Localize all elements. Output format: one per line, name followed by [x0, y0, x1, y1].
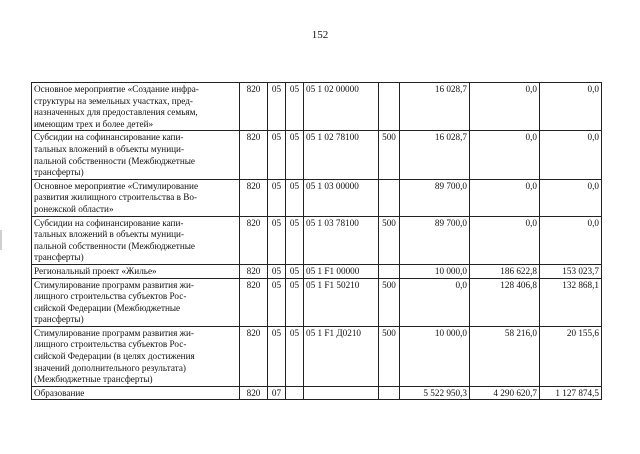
target-item-cell: 05 1 03 78100 — [304, 216, 379, 264]
expense-type-cell: 500 — [379, 326, 400, 386]
item-name-line: структуры на земельных участках, пред- — [34, 95, 193, 106]
item-name-line: ронежской области» — [34, 203, 114, 214]
item-name-line: тальных вложений в объекты муници- — [34, 143, 185, 154]
item-name-cell — [32, 131, 240, 179]
expense-type-cell: 500 — [379, 216, 400, 264]
subsection-cell: 05 — [286, 264, 304, 278]
sum-year-3-cell: 153 023,7 — [540, 264, 602, 278]
section-cell: 05 — [268, 179, 286, 216]
expense-type-cell — [379, 83, 400, 131]
grbs-cell: 820 — [240, 264, 268, 278]
section-cell: 07 — [268, 386, 286, 400]
grbs-cell: 820 — [240, 386, 268, 400]
target-item-cell: 05 1 F1 50210 — [304, 278, 379, 326]
sum-year-1-cell: 0,0 — [400, 278, 470, 326]
item-name-line: развития жилищного строительства в Во- — [34, 192, 198, 203]
subsection-cell: 05 — [286, 278, 304, 326]
item-name-line: значений дополнительного результата) — [34, 362, 186, 373]
grbs-cell: 820 — [240, 278, 268, 326]
sum-year-3-cell: 20 155,6 — [540, 326, 602, 386]
item-name-cell — [32, 216, 240, 264]
item-name-line: Стимулирование программ развития жи- — [34, 279, 194, 290]
table-row — [32, 216, 602, 264]
expense-type-cell: 500 — [379, 278, 400, 326]
item-name-cell — [32, 83, 240, 131]
section-cell: 05 — [268, 278, 286, 326]
target-item-cell: 05 1 02 78100 — [304, 131, 379, 179]
item-name-line: имеющим трех и более детей» — [34, 118, 154, 129]
section-cell: 05 — [268, 264, 286, 278]
item-name-line: Стимулирование программ развития жи- — [34, 327, 194, 338]
sum-year-2-cell: 0,0 — [470, 83, 540, 131]
item-name-line: трансферты) — [34, 167, 84, 178]
subsection-cell: 05 — [286, 131, 304, 179]
subsection-cell: 05 — [286, 326, 304, 386]
table-row — [32, 179, 602, 216]
sum-year-3-cell: 1 127 874,5 — [540, 386, 602, 400]
grbs-cell: 820 — [240, 326, 268, 386]
item-name-line: пальной собственности (Межбюджетные — [34, 155, 195, 166]
sum-year-3-cell: 0,0 — [540, 83, 602, 131]
table-row — [32, 264, 602, 278]
item-name-line: Региональный проект «Жилье» — [34, 265, 157, 276]
item-name-line: Субсидии на софинансирование капи- — [34, 132, 184, 143]
item-name-line: трансферты) — [34, 314, 84, 325]
expense-type-cell — [379, 264, 400, 278]
sum-year-3-cell: 0,0 — [540, 179, 602, 216]
subsection-cell: 05 — [286, 216, 304, 264]
item-name-line: Субсидии на софинансирование капи- — [34, 217, 184, 228]
grbs-cell: 820 — [240, 131, 268, 179]
item-name-line: трансферты) — [34, 252, 84, 263]
sum-year-2-cell: 0,0 — [470, 216, 540, 264]
section-cell: 05 — [268, 83, 286, 131]
expense-type-cell — [379, 386, 400, 400]
subsection-cell: 05 — [286, 179, 304, 216]
target-item-cell — [304, 386, 379, 400]
sum-year-1-cell: 10 000,0 — [400, 326, 470, 386]
item-name-cell — [32, 278, 240, 326]
sum-year-1-cell: 10 000,0 — [400, 264, 470, 278]
budget-table-body — [32, 83, 602, 400]
grbs-cell: 820 — [240, 216, 268, 264]
page-number: 152 — [311, 29, 329, 41]
sum-year-1-cell: 89 700,0 — [400, 216, 470, 264]
table-row — [32, 131, 602, 179]
item-name-line: Основное мероприятие «Стимулирование — [34, 180, 199, 191]
sum-year-3-cell: 132 868,1 — [540, 278, 602, 326]
grbs-cell: 820 — [240, 83, 268, 131]
item-name-cell — [32, 179, 240, 216]
sum-year-2-cell: 0,0 — [470, 131, 540, 179]
item-name-line: Образование — [34, 387, 85, 398]
target-item-cell: 05 1 F1 00000 — [304, 264, 379, 278]
item-name-cell — [32, 264, 240, 278]
scan-edge-mark — [0, 230, 2, 250]
table-row — [32, 326, 602, 386]
item-name-line: Основное мероприятие «Создание инфра- — [34, 84, 199, 94]
table-row — [32, 386, 602, 400]
expense-type-cell: 500 — [379, 131, 400, 179]
section-cell: 05 — [268, 131, 286, 179]
sum-year-3-cell: 0,0 — [540, 216, 602, 264]
item-name-line: тальных вложений в объекты муници- — [34, 229, 185, 240]
item-name-line: пальной собственности (Межбюджетные — [34, 240, 195, 251]
subsection-cell — [286, 386, 304, 400]
expense-type-cell — [379, 179, 400, 216]
section-cell: 05 — [268, 326, 286, 386]
sum-year-1-cell: 16 028,7 — [400, 83, 470, 131]
table-row — [32, 83, 602, 131]
target-item-cell: 05 1 03 00000 — [304, 179, 379, 216]
item-name-line: назначенных для предоставления семьям, — [34, 107, 198, 118]
item-name-line: лищного строительства субъектов Рос- — [34, 339, 187, 350]
item-name-line: (Межбюджетные трансферты) — [34, 374, 153, 385]
section-cell: 05 — [268, 216, 286, 264]
target-item-cell: 05 1 F1 Д0210 — [304, 326, 379, 386]
sum-year-1-cell: 89 700,0 — [400, 179, 470, 216]
sum-year-2-cell: 58 216,0 — [470, 326, 540, 386]
table-row — [32, 278, 602, 326]
sum-year-2-cell: 186 622,8 — [470, 264, 540, 278]
sum-year-1-cell: 5 522 950,3 — [400, 386, 470, 400]
sum-year-3-cell: 0,0 — [540, 131, 602, 179]
budget-table — [31, 82, 602, 400]
target-item-cell: 05 1 02 00000 — [304, 83, 379, 131]
subsection-cell: 05 — [286, 83, 304, 131]
item-name-line: сийской Федерации (Межбюджетные — [34, 302, 181, 313]
sum-year-2-cell: 0,0 — [470, 179, 540, 216]
item-name-cell — [32, 326, 240, 386]
item-name-line: сийской Федерации (в целях достижения — [34, 351, 195, 362]
item-name-line: лищного строительства субъектов Рос- — [34, 291, 187, 302]
sum-year-2-cell: 4 290 620,7 — [470, 386, 540, 400]
item-name-cell — [32, 386, 240, 400]
sum-year-1-cell: 16 028,7 — [400, 131, 470, 179]
sum-year-2-cell: 128 406,8 — [470, 278, 540, 326]
grbs-cell: 820 — [240, 179, 268, 216]
